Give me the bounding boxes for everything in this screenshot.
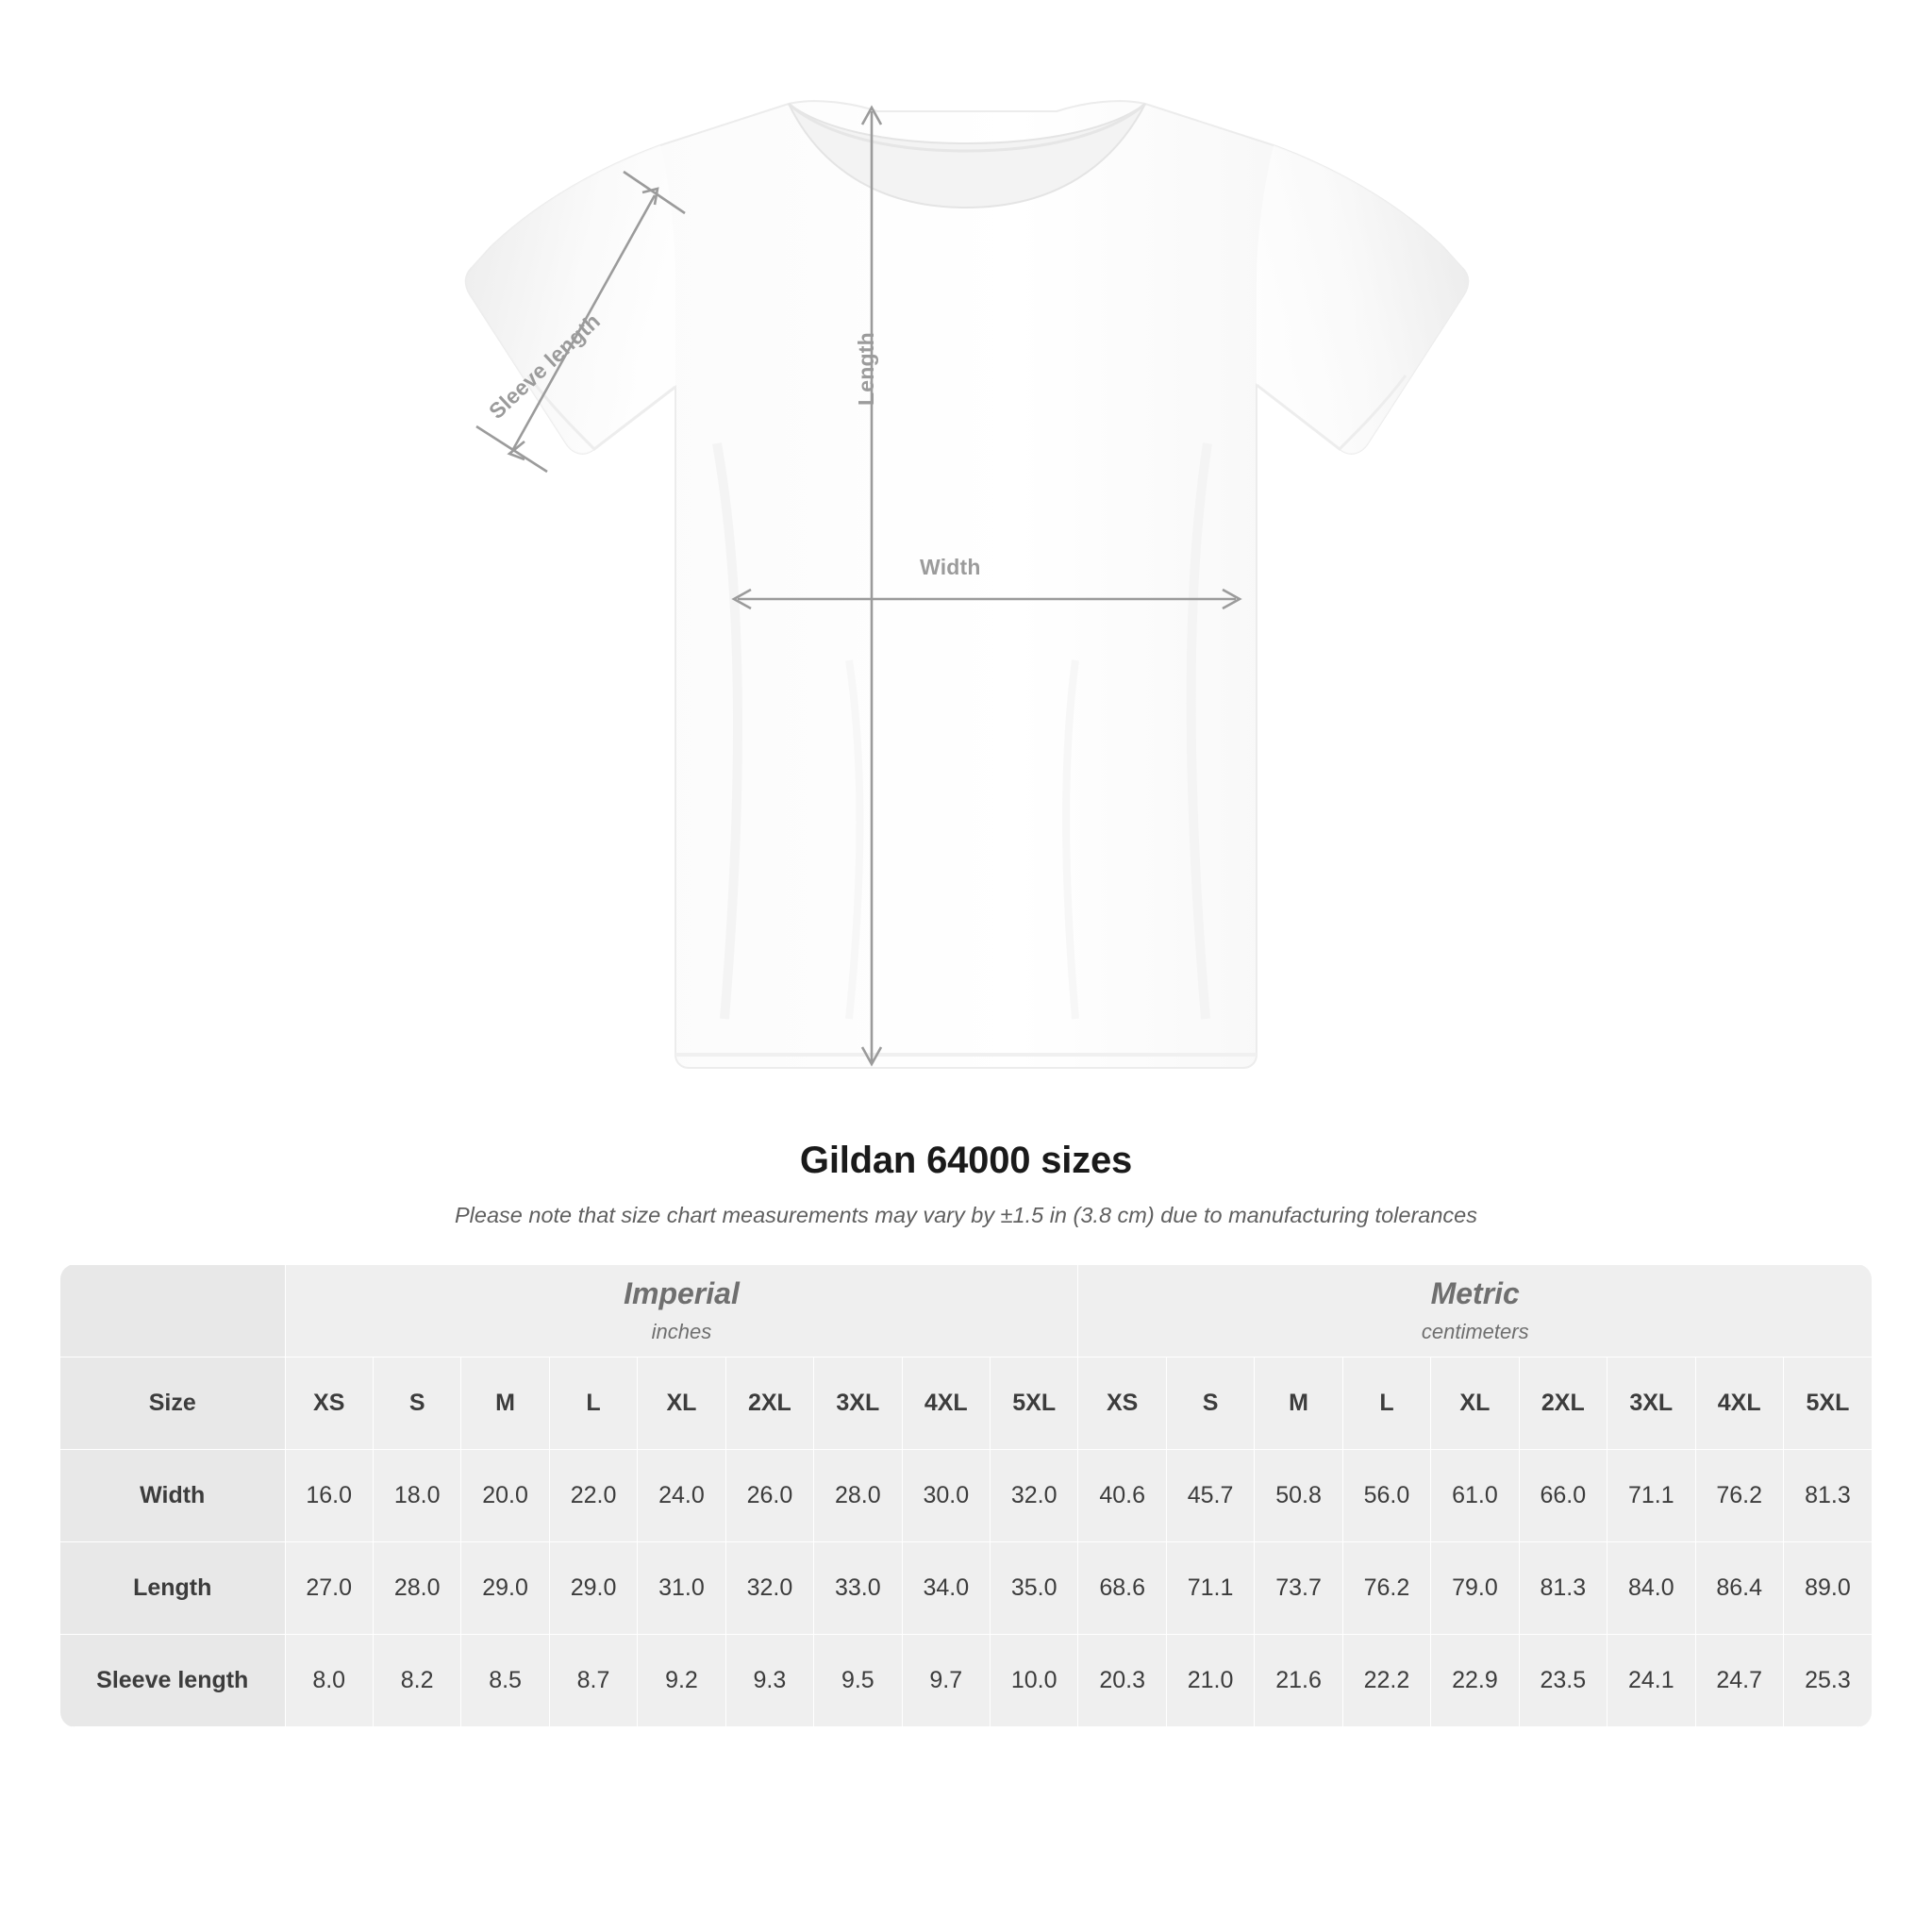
table-cell: 32.0 (991, 1450, 1078, 1542)
table-cell: 28.0 (814, 1450, 902, 1542)
table-cell: 32.0 (725, 1542, 813, 1635)
table-cell: 9.7 (902, 1635, 990, 1727)
row-label-width: Width (60, 1450, 285, 1542)
table-cell: 21.6 (1255, 1635, 1342, 1727)
table-row (60, 1542, 1872, 1635)
size-header-cell: XS (285, 1357, 373, 1450)
table-cell: 89.0 (1783, 1542, 1872, 1635)
table-cell: 40.6 (1078, 1450, 1166, 1542)
table-cell: 29.0 (549, 1542, 637, 1635)
table-cell: 71.1 (1607, 1450, 1695, 1542)
sleeve-tick-bottom (476, 426, 547, 472)
table-cell: 8.5 (461, 1635, 549, 1727)
table-cell: 10.0 (991, 1635, 1078, 1727)
table-cell: 76.2 (1695, 1450, 1783, 1542)
table-cell: 18.0 (373, 1450, 460, 1542)
table-cell: 22.9 (1431, 1635, 1519, 1727)
width-dimension-label: Width (920, 555, 981, 579)
table-cell: 33.0 (814, 1542, 902, 1635)
table-cell: 24.1 (1607, 1635, 1695, 1727)
row-label-sleeve-length: Sleeve length (60, 1635, 285, 1727)
size-header-cell: 5XL (1783, 1357, 1872, 1450)
table-cell: 26.0 (725, 1450, 813, 1542)
table-cell: 9.5 (814, 1635, 902, 1727)
table-cell: 61.0 (1431, 1450, 1519, 1542)
shirt-sleeve-right (1257, 145, 1468, 454)
unit-header-row (60, 1265, 1872, 1357)
table-cell: 45.7 (1166, 1450, 1254, 1542)
unit-group-metric-sub: centimeters (1421, 1320, 1529, 1344)
table-cell: 27.0 (285, 1542, 373, 1635)
table-cell: 16.0 (285, 1450, 373, 1542)
size-header-cell: M (1255, 1357, 1342, 1450)
unit-group-imperial-name: Imperial (624, 1275, 740, 1310)
size-header-cell: S (1166, 1357, 1254, 1450)
title-block (0, 1140, 1932, 1228)
table-cell: 21.0 (1166, 1635, 1254, 1727)
size-header-cell: M (461, 1357, 549, 1450)
size-header-cell: 4XL (1695, 1357, 1783, 1450)
table-cell: 9.2 (638, 1635, 725, 1727)
page-title: Gildan 64000 sizes (799, 1140, 1133, 1181)
table-cell: 8.0 (285, 1635, 373, 1727)
table-cell: 22.0 (549, 1450, 637, 1542)
size-header-cell: XS (1078, 1357, 1166, 1450)
size-header-cell: L (1342, 1357, 1430, 1450)
row-label-size: Size (60, 1357, 285, 1450)
row-label-length: Length (60, 1542, 285, 1635)
size-header-cell: 2XL (725, 1357, 813, 1450)
sleeve-dimension-label: Sleeve length (484, 308, 606, 425)
unit-group-imperial-sub: inches (651, 1320, 712, 1344)
table-cell: 68.6 (1078, 1542, 1166, 1635)
table-cell: 81.3 (1783, 1450, 1872, 1542)
table-cell: 20.3 (1078, 1635, 1166, 1727)
table-cell: 50.8 (1255, 1450, 1342, 1542)
table-cell: 86.4 (1695, 1542, 1783, 1635)
table-row (60, 1635, 1872, 1727)
table-cell: 24.7 (1695, 1635, 1783, 1727)
table-cell: 73.7 (1255, 1542, 1342, 1635)
unit-group-metric-name: Metric (1430, 1275, 1520, 1310)
size-header-row (60, 1357, 1872, 1450)
size-header-cell: 4XL (902, 1357, 990, 1450)
unit-group-metric (1078, 1265, 1872, 1357)
table-cell: 9.3 (725, 1635, 813, 1727)
tolerance-note: Please note that size chart measurements may vary by ±1.5 in (3.8 cm) due to manufacturing tolerances (455, 1203, 1477, 1227)
size-header-cell: L (549, 1357, 637, 1450)
table-cell: 23.5 (1519, 1635, 1607, 1727)
unit-group-imperial (285, 1265, 1078, 1357)
size-header-cell: 3XL (814, 1357, 902, 1450)
table-cell: 71.1 (1166, 1542, 1254, 1635)
table-cell: 24.0 (638, 1450, 725, 1542)
table-cell: 20.0 (461, 1450, 549, 1542)
table-cell: 56.0 (1342, 1450, 1430, 1542)
table-cell: 35.0 (991, 1542, 1078, 1635)
table-cell: 81.3 (1519, 1542, 1607, 1635)
table-corner-cell (60, 1265, 285, 1357)
size-chart-table (60, 1264, 1872, 1727)
table-row (60, 1450, 1872, 1542)
table-cell: 29.0 (461, 1542, 549, 1635)
table-cell: 22.2 (1342, 1635, 1430, 1727)
table-cell: 31.0 (638, 1542, 725, 1635)
size-header-cell: 5XL (991, 1357, 1078, 1450)
table-cell: 76.2 (1342, 1542, 1430, 1635)
size-header-cell: XL (638, 1357, 725, 1450)
table-cell: 28.0 (373, 1542, 460, 1635)
size-header-cell: 2XL (1519, 1357, 1607, 1450)
size-header-cell: XL (1431, 1357, 1519, 1450)
table-cell: 66.0 (1519, 1450, 1607, 1542)
table-cell: 84.0 (1607, 1542, 1695, 1635)
table-cell: 30.0 (902, 1450, 990, 1542)
length-dimension-label: Length (854, 332, 878, 406)
table-cell: 79.0 (1431, 1542, 1519, 1635)
size-header-cell: S (373, 1357, 460, 1450)
table-cell: 8.7 (549, 1635, 637, 1727)
table-cell: 34.0 (902, 1542, 990, 1635)
size-header-cell: 3XL (1607, 1357, 1695, 1450)
table-cell: 25.3 (1783, 1635, 1872, 1727)
table-cell: 8.2 (373, 1635, 460, 1727)
